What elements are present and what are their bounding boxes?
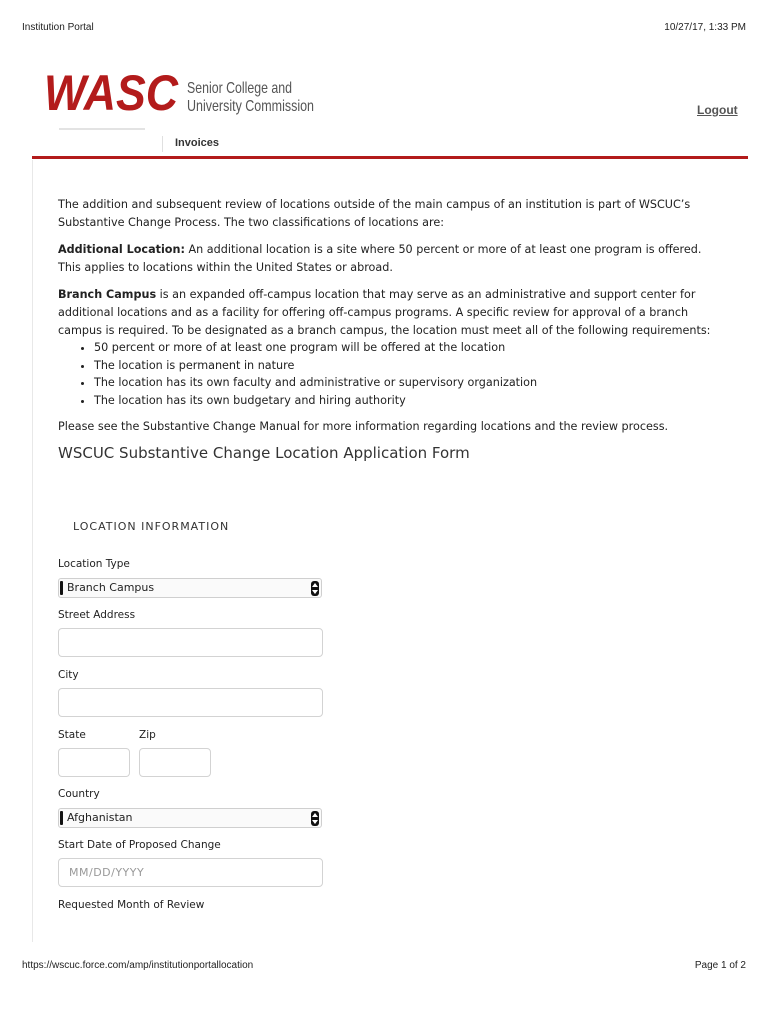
zip-input[interactable]	[139, 748, 211, 777]
print-title: Institution Portal	[22, 22, 94, 33]
nav-invoices[interactable]: Invoices	[175, 137, 220, 149]
start-date-label: Start Date of Proposed Change	[58, 839, 221, 851]
logo-line-1: Senior College and	[187, 80, 292, 97]
content-left-border	[32, 160, 33, 942]
additional-location-paragraph	[58, 241, 726, 276]
additional-location-text: An additional location is a site where 50 percent or more of at least one program is offered. This applies to locations within the United States or abroad.	[58, 243, 702, 274]
country-label: Country	[58, 788, 100, 800]
city-input[interactable]	[58, 688, 323, 717]
state-label: State	[58, 729, 86, 741]
country-value: Afghanistan	[67, 811, 133, 824]
country-select[interactable]	[58, 808, 322, 828]
branch-campus-term: Branch Campus	[58, 288, 157, 302]
additional-location-term: Additional Location:	[58, 243, 185, 257]
street-address-input[interactable]	[58, 628, 323, 657]
nav-divider	[162, 136, 163, 152]
list-item: • The location has its own budgetary and hiring authority	[94, 392, 726, 410]
select-arrows-icon	[311, 811, 319, 826]
print-footer	[22, 960, 746, 971]
review-month-label: Requested Month of Review	[58, 899, 205, 911]
state-input[interactable]	[58, 748, 130, 777]
street-address-label: Street Address	[58, 609, 136, 621]
location-type-value: Branch Campus	[67, 581, 155, 594]
logo-line-2: University Commission	[187, 98, 314, 115]
logo-mark: WASC	[44, 65, 179, 121]
select-arrows-icon	[311, 581, 319, 596]
wscuc-logo[interactable]	[44, 65, 324, 121]
list-item: • The location is permanent in nature	[94, 357, 726, 375]
zip-label: Zip	[139, 729, 156, 741]
logout-link[interactable]: Logout	[697, 103, 738, 117]
location-type-select[interactable]	[58, 578, 322, 598]
start-date-input[interactable]	[58, 858, 323, 887]
requirements-list	[58, 339, 726, 409]
print-page-number: Page 1 of 2	[694, 960, 746, 971]
header-red-rule	[32, 156, 748, 159]
logo-graphic	[44, 65, 324, 121]
form-title: WSCUC Substantive Change Location Application Form	[58, 444, 470, 463]
section-heading: LOCATION INFORMATION	[73, 520, 230, 533]
list-item: • The location has its own faculty and administrative or supervisory organization	[94, 374, 726, 392]
select-edge	[60, 811, 63, 825]
list-item: • 50 percent or more of at least one program will be offered at the location	[94, 339, 726, 357]
intro-paragraph: The addition and subsequent review of locations outside of the main campus of an institution is part of WSCUC’s Substantive Change Process. The two classifications of locations are:	[58, 198, 691, 229]
closing-paragraph: Please see the Substantive Change Manual for more information regarding locations and the review process.	[58, 419, 669, 433]
select-edge	[60, 581, 63, 595]
city-label: City	[58, 669, 79, 681]
nav-tab-indicator	[59, 128, 145, 130]
print-url: https://wscuc.force.com/amp/institutionportallocation	[22, 960, 254, 971]
branch-campus-text: is an expanded off-campus location that may serve as an administrative and support center for additional locations and as a facility for offering off-campus programs. A specific review for approval of a branch campus is required. To be designated as a branch campus, the location must meet all of the following requirements:	[58, 288, 711, 337]
intro-content	[58, 196, 726, 463]
branch-campus-paragraph	[58, 286, 726, 339]
location-type-label: Location Type	[58, 558, 130, 570]
start-date-placeholder: MM/DD/YYYY	[69, 866, 145, 879]
print-datetime: 10/27/17, 1:33 PM	[664, 22, 746, 33]
print-header	[22, 22, 746, 33]
